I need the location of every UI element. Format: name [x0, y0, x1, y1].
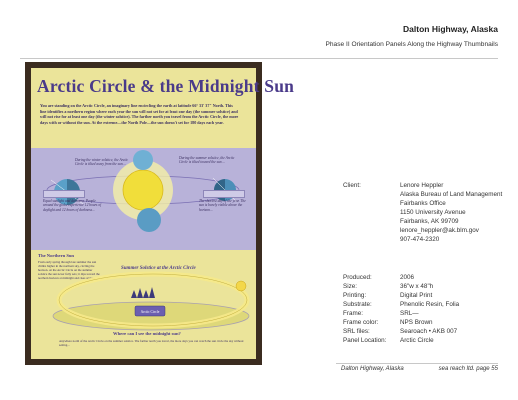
spec-label: SRL files: — [343, 328, 370, 335]
footer-left: Dalton Highway, Alaska — [341, 366, 404, 372]
client-label: Client: — [343, 182, 361, 189]
label-mid-right: The shortest day of the year. The sun is barely visible above the horizon... — [199, 199, 246, 212]
earth-bottom-icon — [137, 208, 161, 232]
panel-intro-text: You are standing on the Arctic Circle, an imaginary line encircling the earth at latitude 66° 33' 37" North. This line identifies a northern region where each year the sun will not set for at least one day (the summer solstice) and will not rise for at least one day (the winter solstice). The farther north you travel from the Arctic Circle, the more days with or without the sun. At the extreme—the North Pole—the sun doesn't set for 180 days each year. — [40, 103, 239, 125]
northern-sun-title: The Northern Sun — [38, 253, 74, 258]
spec-label: Frame color: — [343, 319, 379, 326]
label-mid-left: Equal sunlight and darkness. People around the globe experience 12 hours of daylight and 12 hours of darkness... — [43, 199, 102, 212]
label-box-left — [43, 190, 85, 198]
footer-divider — [336, 363, 498, 364]
spec-label: Printing: — [343, 292, 367, 299]
header-subtitle: Phase II Orientation Panels Along the Highway Thumbnails — [325, 41, 498, 48]
spec-value: NPS Brown — [400, 319, 433, 326]
arctic-circle-sign-text: Arctic Circle — [140, 310, 160, 314]
spec-value: 36"w x 48"h — [400, 283, 434, 290]
sun-icon — [123, 170, 163, 210]
client-line: 907-474-2320 — [400, 236, 440, 243]
bottom-section-text: Anywhere north of the Arctic Circle on the summer solstice. The farther north you travel, the more days you can watch the sun circle the sky without setting... — [59, 339, 244, 347]
spec-label: Substrate: — [343, 301, 372, 308]
spec-value: Searoach • AKB 007 — [400, 328, 458, 335]
midnight-sun-icon — [236, 281, 246, 291]
spec-label: Produced: — [343, 274, 372, 281]
header-divider — [20, 58, 498, 59]
northern-sun-text: From early spring through late summer the sun climbs higher in the northern sky, circling the horizon. At the Arctic Circle on the summer solstice the sun never fully sets; it dips toward the northern horizon at midnight and rises again... — [38, 260, 100, 280]
label-top-right: During the summer solstice, the Arctic Circle is tilted toward the sun ... — [179, 156, 235, 165]
solstice-caption: Summer Solstice at the Arctic Circle — [121, 266, 196, 271]
client-line: Fairbanks, AK 99709 — [400, 218, 459, 225]
footer-right: sea reach ltd. page 55 — [438, 366, 498, 372]
spec-value: Digital Print — [400, 292, 433, 299]
spec-value: Phenolic Resin, Folia — [400, 301, 460, 308]
client-line: Alaska Bureau of Land Management — [400, 191, 503, 198]
panel-inner — [31, 68, 295, 359]
label-box-right — [203, 190, 245, 198]
earth-top-icon — [133, 150, 153, 170]
client-line: 1150 University Avenue — [400, 209, 466, 216]
client-line: lenore_heppler@ak.blm.gov — [400, 227, 479, 234]
label-top-left: During the winter solstice, the Arctic Circle is tilted away from the sun ... — [75, 158, 129, 167]
spec-label: Frame: — [343, 310, 363, 317]
client-line: Lenore Heppler — [400, 182, 444, 189]
spec-info — [343, 273, 503, 348]
spec-label: Size: — [343, 283, 357, 290]
panel-title: Arctic Circle & the Midnight Sun — [37, 76, 295, 96]
spec-value: Arctic Circle — [400, 337, 434, 344]
client-line: Fairbanks Office — [400, 200, 446, 207]
panel-thumbnail — [25, 62, 295, 365]
spec-value: 2006 — [400, 274, 415, 281]
spec-label: Panel Location: — [343, 337, 387, 344]
header-title: Dalton Highway, Alaska — [403, 24, 498, 34]
spec-value: SRL— — [400, 310, 419, 317]
tree-icons — [131, 287, 155, 298]
client-info — [343, 181, 503, 251]
bottom-section-title: Where can I see the midnight sun? — [113, 331, 181, 336]
